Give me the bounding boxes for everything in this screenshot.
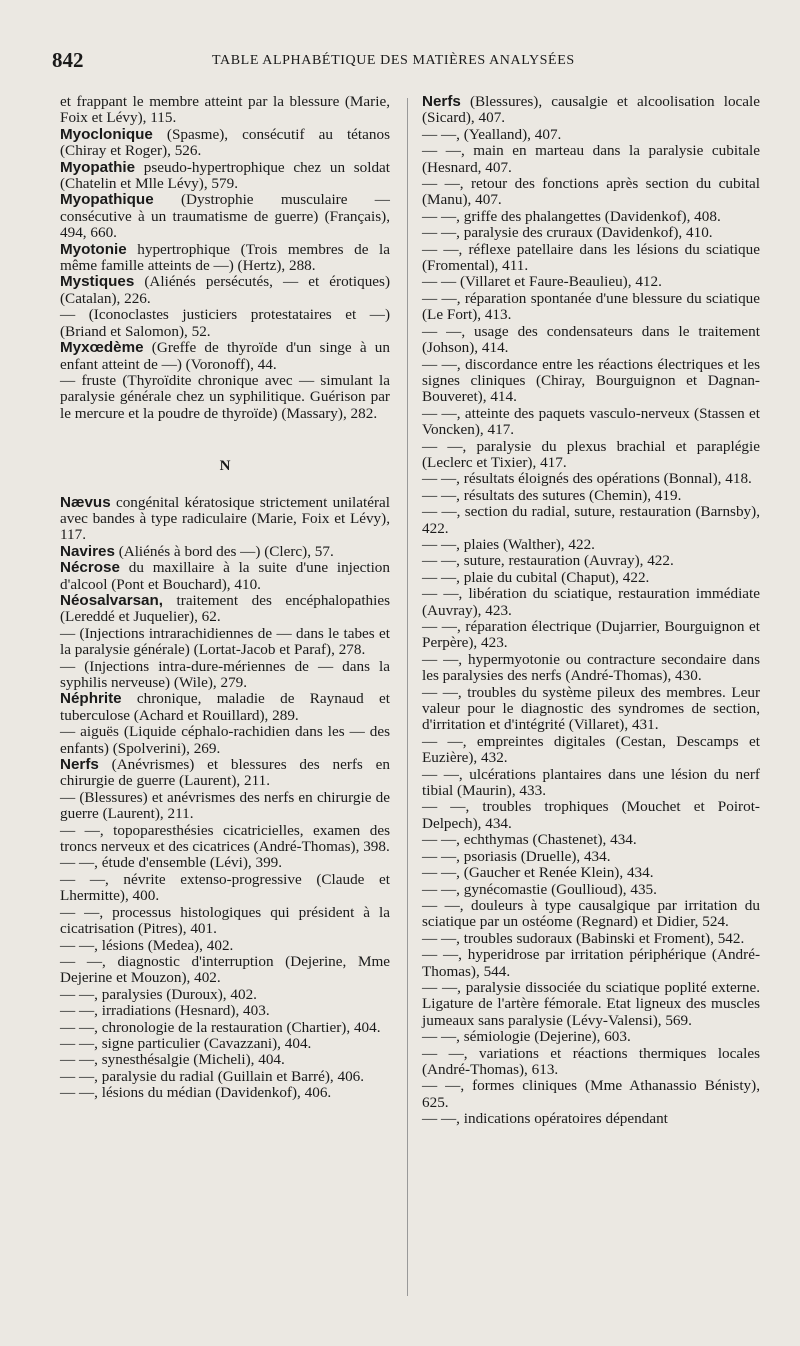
entry-heading: Mystiques [60,273,135,291]
entry-text: — fruste (Thyroïdite chronique avec — simulant la paralysie générale chez un syphilitique. Guérison par le mercure et la poudre de thyroïde) (Massary), 282. [60,371,390,422]
index-entry [60,757,390,790]
entry-text: et frappant le membre atteint par la blessure (Marie, Foix et Lévy), 115. [60,93,390,127]
entry-text: — —, réparation électrique (Dujarrier, Bourguignon et Perpère), 423. [422,618,760,652]
index-entry [60,1003,390,1019]
index-entry [60,1036,390,1052]
entry-text: — —, echthymas (Chastenet), 434. [422,831,637,849]
index-entry [422,1029,760,1045]
index-entry [60,987,390,1003]
entry-heading: Nævus [60,493,111,511]
index-entry [60,626,390,659]
entry-text: (Greffe de thyroïde d'un singe à un enfant atteint de —) (Voronoff), 44. [60,339,390,373]
index-entry [422,586,760,619]
right-column [422,94,760,1128]
entry-text: — —, indications opératoires dépendant [422,1110,668,1128]
entry-text: — —, lésions du médian (Davidenkof), 406. [60,1084,332,1102]
entry-text: — —, résultats des sutures (Chemin), 419. [422,486,682,504]
entry-text: congénital kératosique strictement unilatéral avec bandes à type radiculaire (Marie, Foix et Lévy), 117. [60,493,390,544]
index-entry [422,324,760,357]
index-entry [422,406,760,439]
entry-text: (Blessures), causalgie et alcoolisation locale (Sicard), 407. [422,93,760,127]
index-entry [60,872,390,905]
entry-text: — —, empreintes digitales (Cestan, Descamps et Euzière), 432. [422,732,760,767]
entry-text: — —, sémiologie (Dejerine), 603. [422,1028,631,1046]
index-entry [422,488,760,504]
entry-text: — —, ulcérations plantaires dans une lésion du nerf tibial (Maurin), 433. [422,765,760,800]
index-entry [422,734,760,767]
entry-text: — —, main en marteau dans la paralysie cubitale (Hesnard, 407. [422,142,760,176]
entry-text: — (Injections intrarachidiennes de — dans le tabes et la paralysie générale) (Lortat-Jacob et Paraf), 278. [60,624,390,659]
entry-text: chronique, maladie de Raynaud et tuberculose (Achard et Rouillard), 289. [60,690,390,724]
entry-text: — —, chronologie de la restauration (Chartier), 404. [60,1018,381,1036]
entry-text: — —, névrite extenso-progressive (Claude et Lhermitte), 400. [60,870,390,905]
index-entry [422,570,760,586]
index-entry [422,209,760,225]
column-divider [407,98,408,1296]
index-entry [422,143,760,176]
index-entry [422,652,760,685]
index-entry [422,274,760,290]
index-entry [422,127,760,143]
index-entry [60,855,390,871]
index-entry [60,1020,390,1036]
entry-heading: Myopathie [60,158,136,176]
entry-text: — —, (Gaucher et Renée Klein), 434. [422,864,654,882]
entry-text: — (Injections intra-dure-mériennes de — dans la syphilis nerveuse) (Wile), 279. [60,657,390,691]
index-entry [60,790,390,823]
entry-text: — —, résultats éloignés des opérations (Bonnal), 418. [422,470,752,488]
entry-text: (Aliénés persécutés, — et érotiques) (Catalan), 226. [60,273,390,307]
index-entry [422,685,760,734]
entry-text: — —, hyperidrose par irritation périphérique (André-Thomas), 544. [422,946,760,980]
entry-text: — —, topoparesthésies cicatricielles, examen des troncs nerveux et des cicatrices (André-Thomas), 398. [60,821,390,856]
entry-text: hypertrophique (Trois membres de la même famille atteints de —) (Hertz), 288. [60,240,390,275]
entry-text: — —, hypermyotonie ou contracture secondaire dans les paralysies des nerfs (André-Thomas), 430. [422,650,760,685]
entry-text: — —, retour des fonctions après section du cubital (Manu), 407. [422,175,760,209]
entry-text: — —, synesthésalgie (Micheli), 404. [60,1051,285,1069]
entry-text: — —, paralysie du radial (Guillain et Barré), 406. [60,1067,365,1085]
index-entry [422,849,760,865]
index-entry [422,767,760,800]
index-entry [60,307,390,340]
index-entry [422,619,760,652]
index-entry [422,291,760,324]
entry-text: — —, section du radial, suture, restauration (Barnsby), 422. [422,503,760,537]
index-entry [60,242,390,275]
entry-text: (Dystrophie musculaire — consécutive à un traumatisme de guerre) (Français), 494, 660. [60,191,390,242]
section-letter: N [219,458,231,475]
index-entry [422,357,760,406]
entry-text: (Anévrismes) et blessures des nerfs en chirurgie de guerre (Laurent), 211. [60,756,390,790]
index-entry [60,724,390,757]
index-entry [422,1046,760,1079]
entry-text: — —, troubles sudoraux (Babinski et Froment), 542. [422,929,745,947]
index-entry [422,553,760,569]
entry-text: — —, formes cliniques (Mme Athanassio Bénisty), 625. [422,1077,760,1111]
entry-text: — —, paralysie du plexus brachial et paraplégie (Leclerc et Tixier), 417. [422,437,760,471]
entry-text: — —, signe particulier (Cavazzani), 404. [60,1034,312,1052]
index-entry [422,504,760,537]
index-entry [60,659,390,692]
running-title: TABLE ALPHABÉTIQUE DES MATIÈRES ANALYSÉES [212,53,575,68]
index-entry [422,898,760,931]
entry-heading: Myopathique [60,191,154,209]
entry-heading: Néphrite [60,690,122,708]
index-entry [60,560,390,593]
page-header [52,48,757,74]
entry-text: — —, étude d'ensemble (Lévi), 399. [60,854,283,872]
entry-text: — —, paralysies (Duroux), 402. [60,985,257,1003]
index-entry [60,94,390,127]
index-entry [60,1085,390,1101]
left-column [60,94,390,1102]
index-entry [60,1069,390,1085]
index-entry [422,439,760,472]
entry-text: — —, gynécomastie (Goullioud), 435. [422,880,657,898]
index-entry [422,537,760,553]
index-entry [422,176,760,209]
entry-text: — —, plaie du cubital (Chaput), 422. [422,568,650,586]
index-entry [422,1078,760,1111]
index-entry [60,544,390,560]
entry-text: (Spasme), consécutif au tétanos (Chiray et Roger), 526. [60,125,390,160]
index-entry [422,865,760,881]
entry-text: — —, griffe des phalangettes (Davidenkof), 408. [422,207,721,225]
index-entry [60,593,390,626]
entry-heading: Nerfs [60,756,99,774]
entry-text: — —, usage des condensateurs dans le traitement (Johson), 414. [422,322,760,357]
index-entry [422,242,760,275]
entry-text: du maxillaire à la suite d'une injection d'alcool (Pont et Bouchard), 410. [60,559,390,593]
index-entry [422,832,760,848]
entry-text: — —, paralysie des cruraux (Davidenkof), 410. [422,224,713,242]
entry-text: — —, troubles du système pileux des membres. Leur valeur pour le diagnostic des syndromes de section, d'irritation et d'intégrité (Villaret), 431. [422,683,760,734]
index-entry [422,94,760,127]
entry-text: — (Blessures) et anévrismes des nerfs en chirurgie de guerre (Laurent), 211. [60,788,390,823]
entry-text: — —, douleurs à type causalgique par irritation du sciatique par un ostéome (Regnard) et Didier, 524. [422,896,760,931]
entry-text: — —, troubles trophiques (Mouchet et Poirot-Delpech), 434. [422,798,760,832]
index-entry [60,1052,390,1068]
entry-text: — —, irradiations (Hesnard), 403. [60,1002,270,1020]
entry-text: — —, processus histologiques qui président à la cicatrisation (Pitres), 401. [60,903,390,938]
entry-heading: Néosalvarsan, [60,591,163,609]
entry-text: (Aliénés à bord des —) (Clerc), 57. [114,542,334,560]
index-entry [60,823,390,856]
index-entry [422,1111,760,1127]
index-entry [422,471,760,487]
page-number: 842 [52,48,84,72]
entry-text: — —, réparation spontanée d'une blessure du sciatique (Le Fort), 413. [422,289,760,324]
entry-text: — —, libération du sciatique, restauration immédiate (Auvray), 423. [422,585,760,619]
index-entry [422,225,760,241]
entry-text: — —, réflexe patellaire dans les lésions du sciatique (Fromental), 411. [422,240,760,275]
entry-text: traitement des encéphalopathies (Lereddé et Juquelier), 62. [60,591,390,626]
entry-text: — —, discordance entre les réactions électriques et les signes cliniques (Chiray, Bourguignon et Dagnan-Bouveret), 414. [422,355,760,406]
entry-heading: Myxœdème [60,339,144,357]
entry-text: — —, suture, restauration (Auvray), 422. [422,552,674,570]
entry-text: — aiguës (Liquide céphalo-rachidien dans les — des enfants) (Spolverini), 269. [60,723,390,757]
index-entry [422,931,760,947]
index-entry [60,905,390,938]
entry-heading: Myoclonique [60,125,153,143]
entry-heading: Myotonie [60,240,127,258]
index-entry [60,160,390,193]
index-entry [60,340,390,373]
entry-text: — —, plaies (Walther), 422. [422,535,595,553]
entry-text: — — (Villaret et Faure-Beaulieu), 412. [422,273,662,291]
entry-text: — (Iconoclastes justiciers protestataires et —) (Briand et Salomon), 52. [60,306,390,340]
index-entry [422,980,760,1029]
entry-heading: Nécrose [60,559,120,577]
index-entry [60,938,390,954]
index-entry [60,495,390,544]
entry-text: pseudo-hypertrophique chez un soldat (Chatelin et Mlle Lévy), 579. [60,158,390,193]
index-entry [422,799,760,832]
entry-text: — —, variations et réactions thermiques locales (André-Thomas), 613. [422,1044,760,1078]
index-entry [422,947,760,980]
entry-text: — —, atteinte des paquets vasculo-nerveux (Stassen et Voncken), 417. [422,404,760,439]
index-entry [60,274,390,307]
index-entry [60,373,390,422]
entry-text: — —, (Yealland), 407. [422,125,562,143]
entry-heading: Nerfs [422,93,461,110]
entry-text: — —, psoriasis (Druelle), 434. [422,847,611,865]
index-entry [422,882,760,898]
index-entry [60,127,390,160]
index-entry [60,954,390,987]
entry-text: — —, paralysie dissociée du sciatique poplité externe. Ligature de l'artère fémorale. Etat ligneux des muscles jumeaux sans paralysie (Lévy-Valensi), 569. [422,978,760,1029]
entry-heading: Navires [60,542,115,560]
index-entry [60,691,390,724]
entry-text: — —, lésions (Medea), 402. [60,936,234,954]
entry-text: — —, diagnostic d'interruption (Dejerine, Mme Dejerine et Mouzon), 402. [60,952,390,987]
index-entry [60,192,390,241]
